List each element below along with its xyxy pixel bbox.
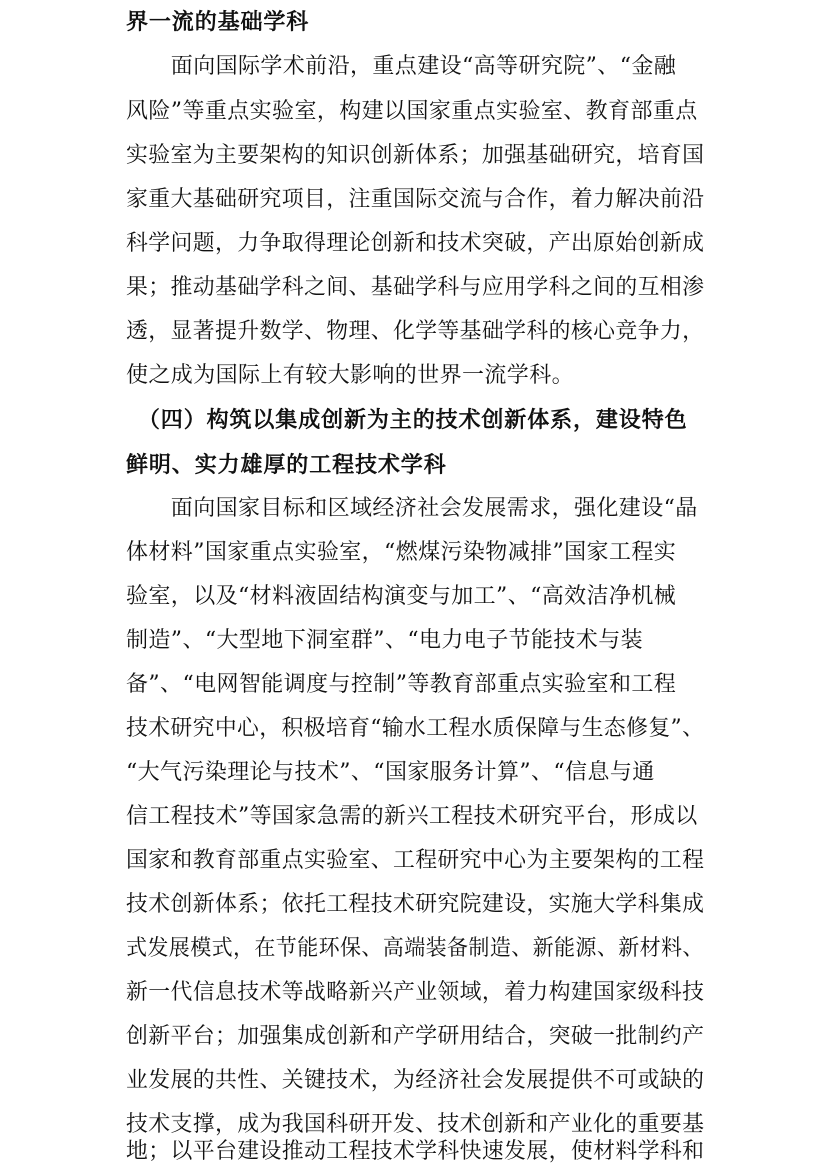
heading-line: 鲜明、实力雄厚的工程技术学科 [126,452,447,478]
paragraph-line: 果；推动基础学科之间、基础学科与应用学科之间的互相渗 [126,275,705,300]
paragraph-line: 风险”等重点实验室，构建以国家重点实验室、教育部重点 [126,99,698,124]
paragraph-line: 技术支撑，成为我国科研开发、技术创新和产业化的重要基 [126,1112,705,1137]
heading-line: 界一流的基础学科 [126,9,310,35]
paragraph-line: 体材料”国家重点实验室，“燃煤污染物减排”国家工程实 [126,540,677,565]
paragraph-line: 技术创新体系；依托工程技术研究院建设，实施大学科集成 [126,892,705,917]
paragraph-line: 科学问题，力争取得理论创新和技术突破，产出原始创新成 [126,231,705,256]
paragraph-line: 技术研究中心，积极培育“输水工程水质保障与生态修复”、 [126,716,705,741]
paragraph-line: 制造”、“大型地下洞室群”、“电力电子节能技术与装 [126,628,643,653]
paragraph-line: 实验室为主要架构的知识创新体系；加强基础研究，培育国 [126,143,705,168]
paragraph-line: “大气污染理论与技术”、“国家服务计算”、“信息与通 [126,760,655,785]
paragraph-line: 式发展模式，在节能环保、高端装备制造、新能源、新材料、 [126,936,704,961]
paragraph-line: 备”、“电网智能调度与控制”等教育部重点实验室和工程 [126,672,677,697]
paragraph-line: 面向国际学术前沿，重点建设“高等研究院”、“金融 [126,54,677,79]
paragraph-line: 面向国家目标和区域经济社会发展需求，强化建设“晶 [126,496,698,521]
paragraph-line: 创新平台；加强集成创新和产学研用结合，突破一批制约产 [126,1024,705,1049]
heading-line: （四）构筑以集成创新为主的技术创新体系，建设特色 [126,407,688,433]
paragraph-line: 透，显著提升数学、物理、化学等基础学科的核心竞争力， [126,319,705,344]
paragraph-line: 信工程技术”等国家急需的新兴工程技术研究平台，形成以 [126,804,698,829]
paragraph-line: 家重大基础研究项目，注重国际交流与合作，着力解决前沿 [126,187,705,212]
paragraph-line: 验室，以及“材料液固结构演变与加工”、“高效洁净机械 [126,584,677,609]
paragraph-line: 使之成为国际上有较大影响的世界一流学科。 [126,363,575,388]
paragraph-line: 新一代信息技术等战略新兴产业领域，着力构建国家级科技 [126,980,705,1005]
paragraph-line: 业发展的共性、关键技术，为经济社会发展提供不可或缺的 [126,1068,705,1093]
paragraph-line: 国家和教育部重点实验室、工程研究中心为主要架构的工程 [126,848,705,873]
paragraph-line: 地；以平台建设推动工程技术学科快速发展，使材料学科和 [126,1139,705,1164]
